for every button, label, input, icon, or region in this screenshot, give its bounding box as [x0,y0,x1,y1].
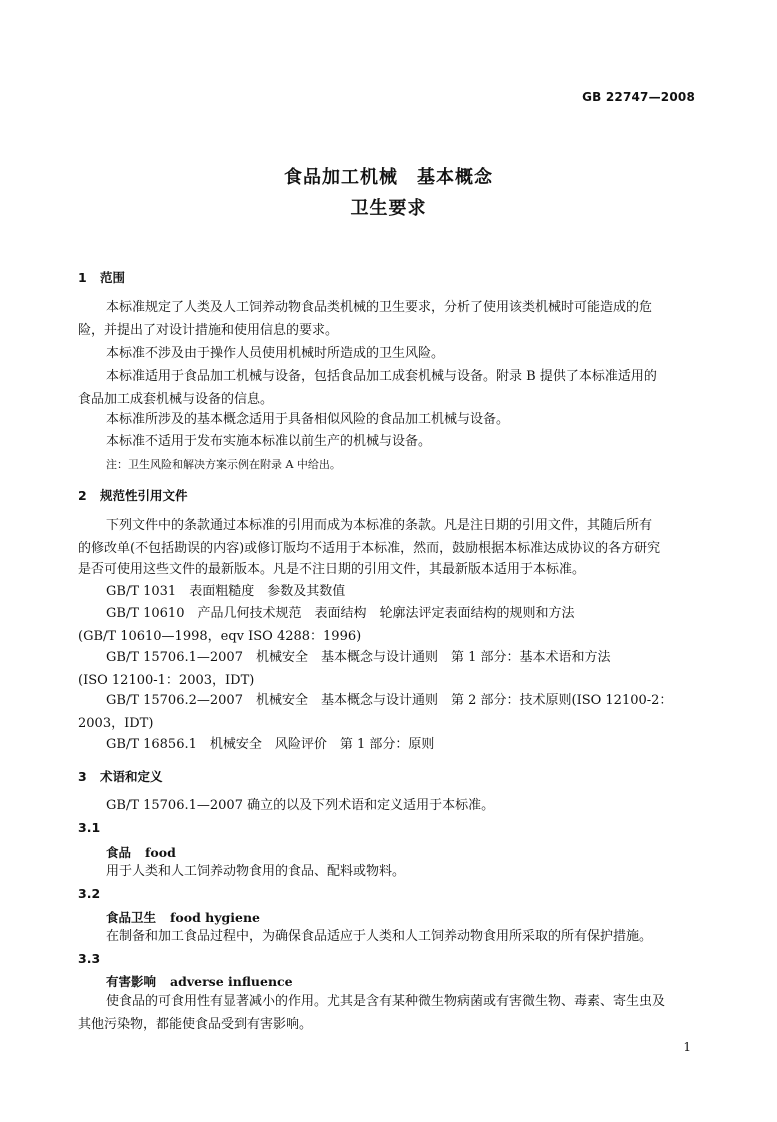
term-zh: 食品 [106,845,132,860]
paragraph: 的修改单(不包括勘误的内容)或修订版均不适用于本标准，然而，鼓励根据本标准达成协议的各方研究 [78,541,661,556]
section-number: 2 [78,488,87,503]
term-number: 3.2 [78,886,101,901]
page-number: 1 [683,1040,691,1054]
term-definition: 其他污染物，都能使食品受到有害影响。 [78,1017,313,1032]
reference-item: GB/T 10610 产品几何技术规范 表面结构 轮廓法评定表面结构的规则和方法 [106,606,575,621]
section-3-heading [78,767,163,785]
reference-item: (GB/T 10610—1998，eqv ISO 4288：1996) [78,629,362,644]
term-en: adverse influence [170,974,293,989]
paragraph: GB/T 15706.1—2007 确立的以及下列术语和定义适用于本标准。 [106,798,495,813]
term-heading [106,908,260,926]
section-title: 术语和定义 [100,769,163,784]
term-definition: 在制备和加工食品过程中，为确保食品适应于人类和人工饲养动物食用所采取的所有保护措施。 [106,929,653,944]
reference-item: GB/T 15706.2—2007 机械安全 基本概念与设计通则 第 2 部分：技术原则(ISO 12100-2： [106,693,673,708]
paragraph: 下列文件中的条款通过本标准的引用而成为本标准的条款。凡是注日期的引用文件，其随后所有 [106,518,653,533]
paragraph: 本标准规定了人类及人工饲养动物食品类机械的卫生要求，分析了使用该类机械时可能造成的危 [106,300,653,315]
term-zh: 食品卫生 [106,910,157,925]
term-en: food [145,845,176,860]
reference-item: (ISO 12100-1：2003，IDT) [78,673,255,688]
paragraph: 本标准不适用于发布实施本标准以前生产的机械与设备。 [106,434,432,449]
term-zh: 有害影响 [106,974,157,989]
paragraph: 险，并提出了对设计措施和使用信息的要求。 [78,323,339,338]
paragraph: 食品加工成套机械与设备的信息。 [78,392,274,407]
section-2-heading [78,486,188,504]
term-heading [106,972,293,990]
reference-item: GB/T 1031 表面粗糙度 参数及其数值 [106,584,346,599]
section-1-heading [78,268,125,286]
paragraph: 是否可使用这些文件的最新版本。凡是不注日期的引用文件，其最新版本适用于本标准。 [78,562,586,577]
reference-item: GB/T 16856.1 机械安全 风险评价 第 1 部分：原则 [106,737,435,752]
term-en: food hygiene [170,910,260,925]
section-title: 规范性引用文件 [100,488,188,503]
term-number: 3.1 [78,820,101,835]
section-number: 1 [78,270,87,285]
term-heading [106,843,176,861]
title-line-1: 食品加工机械 基本概念 [284,167,493,188]
term-number: 3.3 [78,951,101,966]
section-title: 范围 [100,270,126,285]
title-line-2: 卫生要求 [350,198,427,219]
paragraph: 本标准适用于食品加工机械与设备，包括食品加工成套机械与设备。附录 B 提供了本标准适用的 [106,369,657,384]
note: 注：卫生风险和解决方案示例在附录 A 中给出。 [106,458,341,471]
paragraph: 本标准不涉及由于操作人员使用机械时所造成的卫生风险。 [106,346,445,361]
term-definition: 用于人类和人工饲养动物食用的食品、配料或物料。 [106,864,406,879]
section-number: 3 [78,769,87,784]
reference-item: 2003，IDT) [78,716,154,731]
paragraph: 本标准所涉及的基本概念适用于具备相似风险的食品加工机械与设备。 [106,412,510,427]
standard-code: GB 22747—2008 [582,90,695,104]
reference-item: GB/T 15706.1—2007 机械安全 基本概念与设计通则 第 1 部分：基本术语和方法 [106,650,611,665]
term-definition: 使食品的可食用性有显著减小的作用。尤其是含有某种微生物病菌或有害微生物、毒素、寄生虫及 [106,994,666,1009]
